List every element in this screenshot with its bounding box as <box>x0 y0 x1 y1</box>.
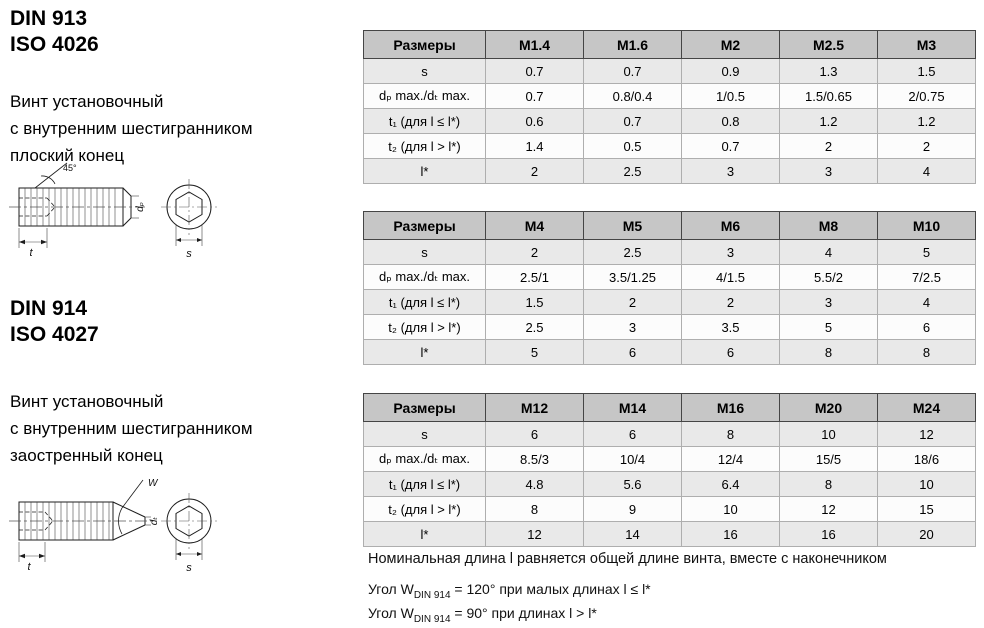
value-cell: 5.6 <box>584 472 682 497</box>
din-913-flat-point-drawing <box>5 160 237 268</box>
value-cell: 2 <box>780 134 878 159</box>
cone-tip-diameter-label: dₜ <box>149 516 160 526</box>
value-cell: 12 <box>780 497 878 522</box>
value-cell: 3 <box>682 240 780 265</box>
value-cell: 2 <box>486 240 584 265</box>
value-cell: 3 <box>682 159 780 184</box>
size-column-header: M8 <box>780 212 878 240</box>
table-row <box>364 315 976 340</box>
value-cell: 12/4 <box>682 447 780 472</box>
value-cell: 1.2 <box>780 109 878 134</box>
value-cell: 4.8 <box>486 472 584 497</box>
value-cell: 2.5/1 <box>486 265 584 290</box>
note-text: = 90° при длинах l > l* <box>450 605 597 621</box>
description-line: плоский конец <box>10 146 125 165</box>
across-flats-label: s <box>186 248 192 260</box>
value-cell: 14 <box>584 522 682 547</box>
table-row <box>364 290 976 315</box>
value-cell: 7/2.5 <box>878 265 976 290</box>
value-cell: 20 <box>878 522 976 547</box>
table-row <box>364 109 976 134</box>
value-cell: 8.5/3 <box>486 447 584 472</box>
section-913-heading <box>10 6 99 58</box>
note-subscript: DIN 914 <box>413 589 451 601</box>
size-column-header: M2.5 <box>780 31 878 59</box>
description-913 <box>10 88 253 169</box>
table-header-row <box>364 31 976 59</box>
section-914-heading <box>10 296 99 348</box>
table-row <box>364 134 976 159</box>
value-cell: 0.7 <box>682 134 780 159</box>
table-row <box>364 240 976 265</box>
row-label: l* <box>364 340 486 365</box>
value-cell: 15 <box>878 497 976 522</box>
value-cell: 5 <box>878 240 976 265</box>
socket-depth-label: t <box>29 247 33 259</box>
size-column-header: M10 <box>878 212 976 240</box>
value-cell: 15/5 <box>780 447 878 472</box>
value-cell: 0.7 <box>584 59 682 84</box>
dimensions-table-m12-m24 <box>363 393 976 547</box>
value-cell: 1.2 <box>878 109 976 134</box>
value-cell: 0.8 <box>682 109 780 134</box>
value-cell: 16 <box>780 522 878 547</box>
value-cell: 18/6 <box>878 447 976 472</box>
table-row <box>364 84 976 109</box>
value-cell: 3.5 <box>682 315 780 340</box>
value-cell: 0.7 <box>486 84 584 109</box>
size-column-header: M3 <box>878 31 976 59</box>
value-cell: 5 <box>780 315 878 340</box>
value-cell: 3 <box>780 290 878 315</box>
size-column-header: M1.6 <box>584 31 682 59</box>
value-cell: 2.5 <box>584 159 682 184</box>
dimensions-table-m4-m10 <box>363 211 976 365</box>
description-line: с внутренним шестигранником <box>10 419 253 438</box>
size-column-header: M6 <box>682 212 780 240</box>
value-cell: 0.7 <box>486 59 584 84</box>
screw-side-view <box>9 163 145 248</box>
value-cell: 8 <box>486 497 584 522</box>
table-row <box>364 422 976 447</box>
note-subscript: DIN 914 <box>413 613 451 625</box>
value-cell: 10/4 <box>584 447 682 472</box>
note-text: = 120° при малых длинах l ≤ l* <box>450 581 651 597</box>
description-line: Винт установочный <box>10 92 164 111</box>
value-cell: 4 <box>878 159 976 184</box>
table-row <box>364 472 976 497</box>
row-label: s <box>364 422 486 447</box>
size-column-header: M4 <box>486 212 584 240</box>
value-cell: 3 <box>584 315 682 340</box>
description-line: с внутренним шестигранником <box>10 119 253 138</box>
value-cell: 6 <box>878 315 976 340</box>
value-cell: 6 <box>584 340 682 365</box>
size-column-header: M20 <box>780 394 878 422</box>
across-flats-label: s <box>186 562 192 574</box>
value-cell: 6 <box>584 422 682 447</box>
value-cell: 1.4 <box>486 134 584 159</box>
row-label: s <box>364 59 486 84</box>
note-nominal-length <box>368 551 887 567</box>
row-label: t₂ (для l > l*) <box>364 134 486 159</box>
size-column-header: M5 <box>584 212 682 240</box>
value-cell: 0.7 <box>584 109 682 134</box>
value-cell: 4/1.5 <box>682 265 780 290</box>
din-913-title: DIN 913 <box>10 7 88 30</box>
size-column-header: M16 <box>682 394 780 422</box>
screw-end-view <box>161 179 217 246</box>
iso-4026-title: ISO 4026 <box>10 33 99 56</box>
table-row <box>364 59 976 84</box>
row-label: t₁ (для l ≤ l*) <box>364 109 486 134</box>
row-label: t₁ (для l ≤ l*) <box>364 290 486 315</box>
table-row <box>364 265 976 290</box>
row-label: s <box>364 240 486 265</box>
row-label: l* <box>364 522 486 547</box>
screw-end-view <box>161 493 217 560</box>
value-cell: 10 <box>780 422 878 447</box>
value-cell: 1.5 <box>878 59 976 84</box>
table-row <box>364 447 976 472</box>
cone-angle-label: W <box>148 478 158 489</box>
row-label: t₁ (для l ≤ l*) <box>364 472 486 497</box>
note-text: Угол W <box>368 581 414 597</box>
corner-header: Размеры <box>364 31 486 59</box>
value-cell: 2 <box>878 134 976 159</box>
row-label: t₂ (для l > l*) <box>364 315 486 340</box>
note-angle-90 <box>368 605 597 625</box>
value-cell: 8 <box>780 340 878 365</box>
value-cell: 3 <box>780 159 878 184</box>
description-line: Винт установочный <box>10 392 164 411</box>
row-label: dₚ max./dₜ max. <box>364 84 486 109</box>
value-cell: 2.5 <box>486 315 584 340</box>
value-cell: 8 <box>780 472 878 497</box>
iso-4027-title: ISO 4027 <box>10 323 99 346</box>
value-cell: 5 <box>486 340 584 365</box>
value-cell: 6 <box>682 340 780 365</box>
value-cell: 2 <box>584 290 682 315</box>
size-column-header: M1.4 <box>486 31 584 59</box>
value-cell: 1/0.5 <box>682 84 780 109</box>
value-cell: 6.4 <box>682 472 780 497</box>
socket-depth-label: t <box>27 561 31 573</box>
value-cell: 2.5 <box>584 240 682 265</box>
table-row <box>364 497 976 522</box>
table-header-row <box>364 394 976 422</box>
size-column-header: M2 <box>682 31 780 59</box>
table-header-row <box>364 212 976 240</box>
value-cell: 2 <box>486 159 584 184</box>
row-label: l* <box>364 159 486 184</box>
value-cell: 10 <box>682 497 780 522</box>
value-cell: 8 <box>878 340 976 365</box>
value-cell: 0.8/0.4 <box>584 84 682 109</box>
value-cell: 1.3 <box>780 59 878 84</box>
dimensions-table-m1-4-m3 <box>363 30 976 184</box>
table-row <box>364 340 976 365</box>
value-cell: 0.5 <box>584 134 682 159</box>
size-column-header: M12 <box>486 394 584 422</box>
value-cell: 1.5/0.65 <box>780 84 878 109</box>
note-text: Угол W <box>368 605 414 621</box>
description-914 <box>10 388 253 469</box>
value-cell: 6 <box>486 422 584 447</box>
corner-header: Размеры <box>364 394 486 422</box>
value-cell: 5.5/2 <box>780 265 878 290</box>
note-text: Номинальная длина l равняется общей длине винта, вместе с наконечником <box>368 551 887 567</box>
value-cell: 10 <box>878 472 976 497</box>
value-cell: 8 <box>682 422 780 447</box>
value-cell: 0.6 <box>486 109 584 134</box>
value-cell: 3.5/1.25 <box>584 265 682 290</box>
din-914-title: DIN 914 <box>10 297 88 320</box>
chamfer-angle-label: 45° <box>63 163 77 173</box>
value-cell: 9 <box>584 497 682 522</box>
value-cell: 12 <box>486 522 584 547</box>
row-label: t₂ (для l > l*) <box>364 497 486 522</box>
size-column-header: M14 <box>584 394 682 422</box>
corner-header: Размеры <box>364 212 486 240</box>
value-cell: 4 <box>780 240 878 265</box>
value-cell: 4 <box>878 290 976 315</box>
row-label: dₚ max./dₜ max. <box>364 447 486 472</box>
value-cell: 16 <box>682 522 780 547</box>
description-line: заостренный конец <box>10 446 163 465</box>
size-column-header: M24 <box>878 394 976 422</box>
din-914-cone-point-drawing <box>5 474 237 582</box>
value-cell: 1.5 <box>486 290 584 315</box>
value-cell: 2/0.75 <box>878 84 976 109</box>
screw-side-view <box>9 480 155 562</box>
value-cell: 0.9 <box>682 59 780 84</box>
table-row <box>364 522 976 547</box>
row-label: dₚ max./dₜ max. <box>364 265 486 290</box>
value-cell: 12 <box>878 422 976 447</box>
table-row <box>364 159 976 184</box>
flat-point-diameter-label: dₚ <box>135 202 146 212</box>
note-angle-120 <box>368 581 651 601</box>
value-cell: 2 <box>682 290 780 315</box>
